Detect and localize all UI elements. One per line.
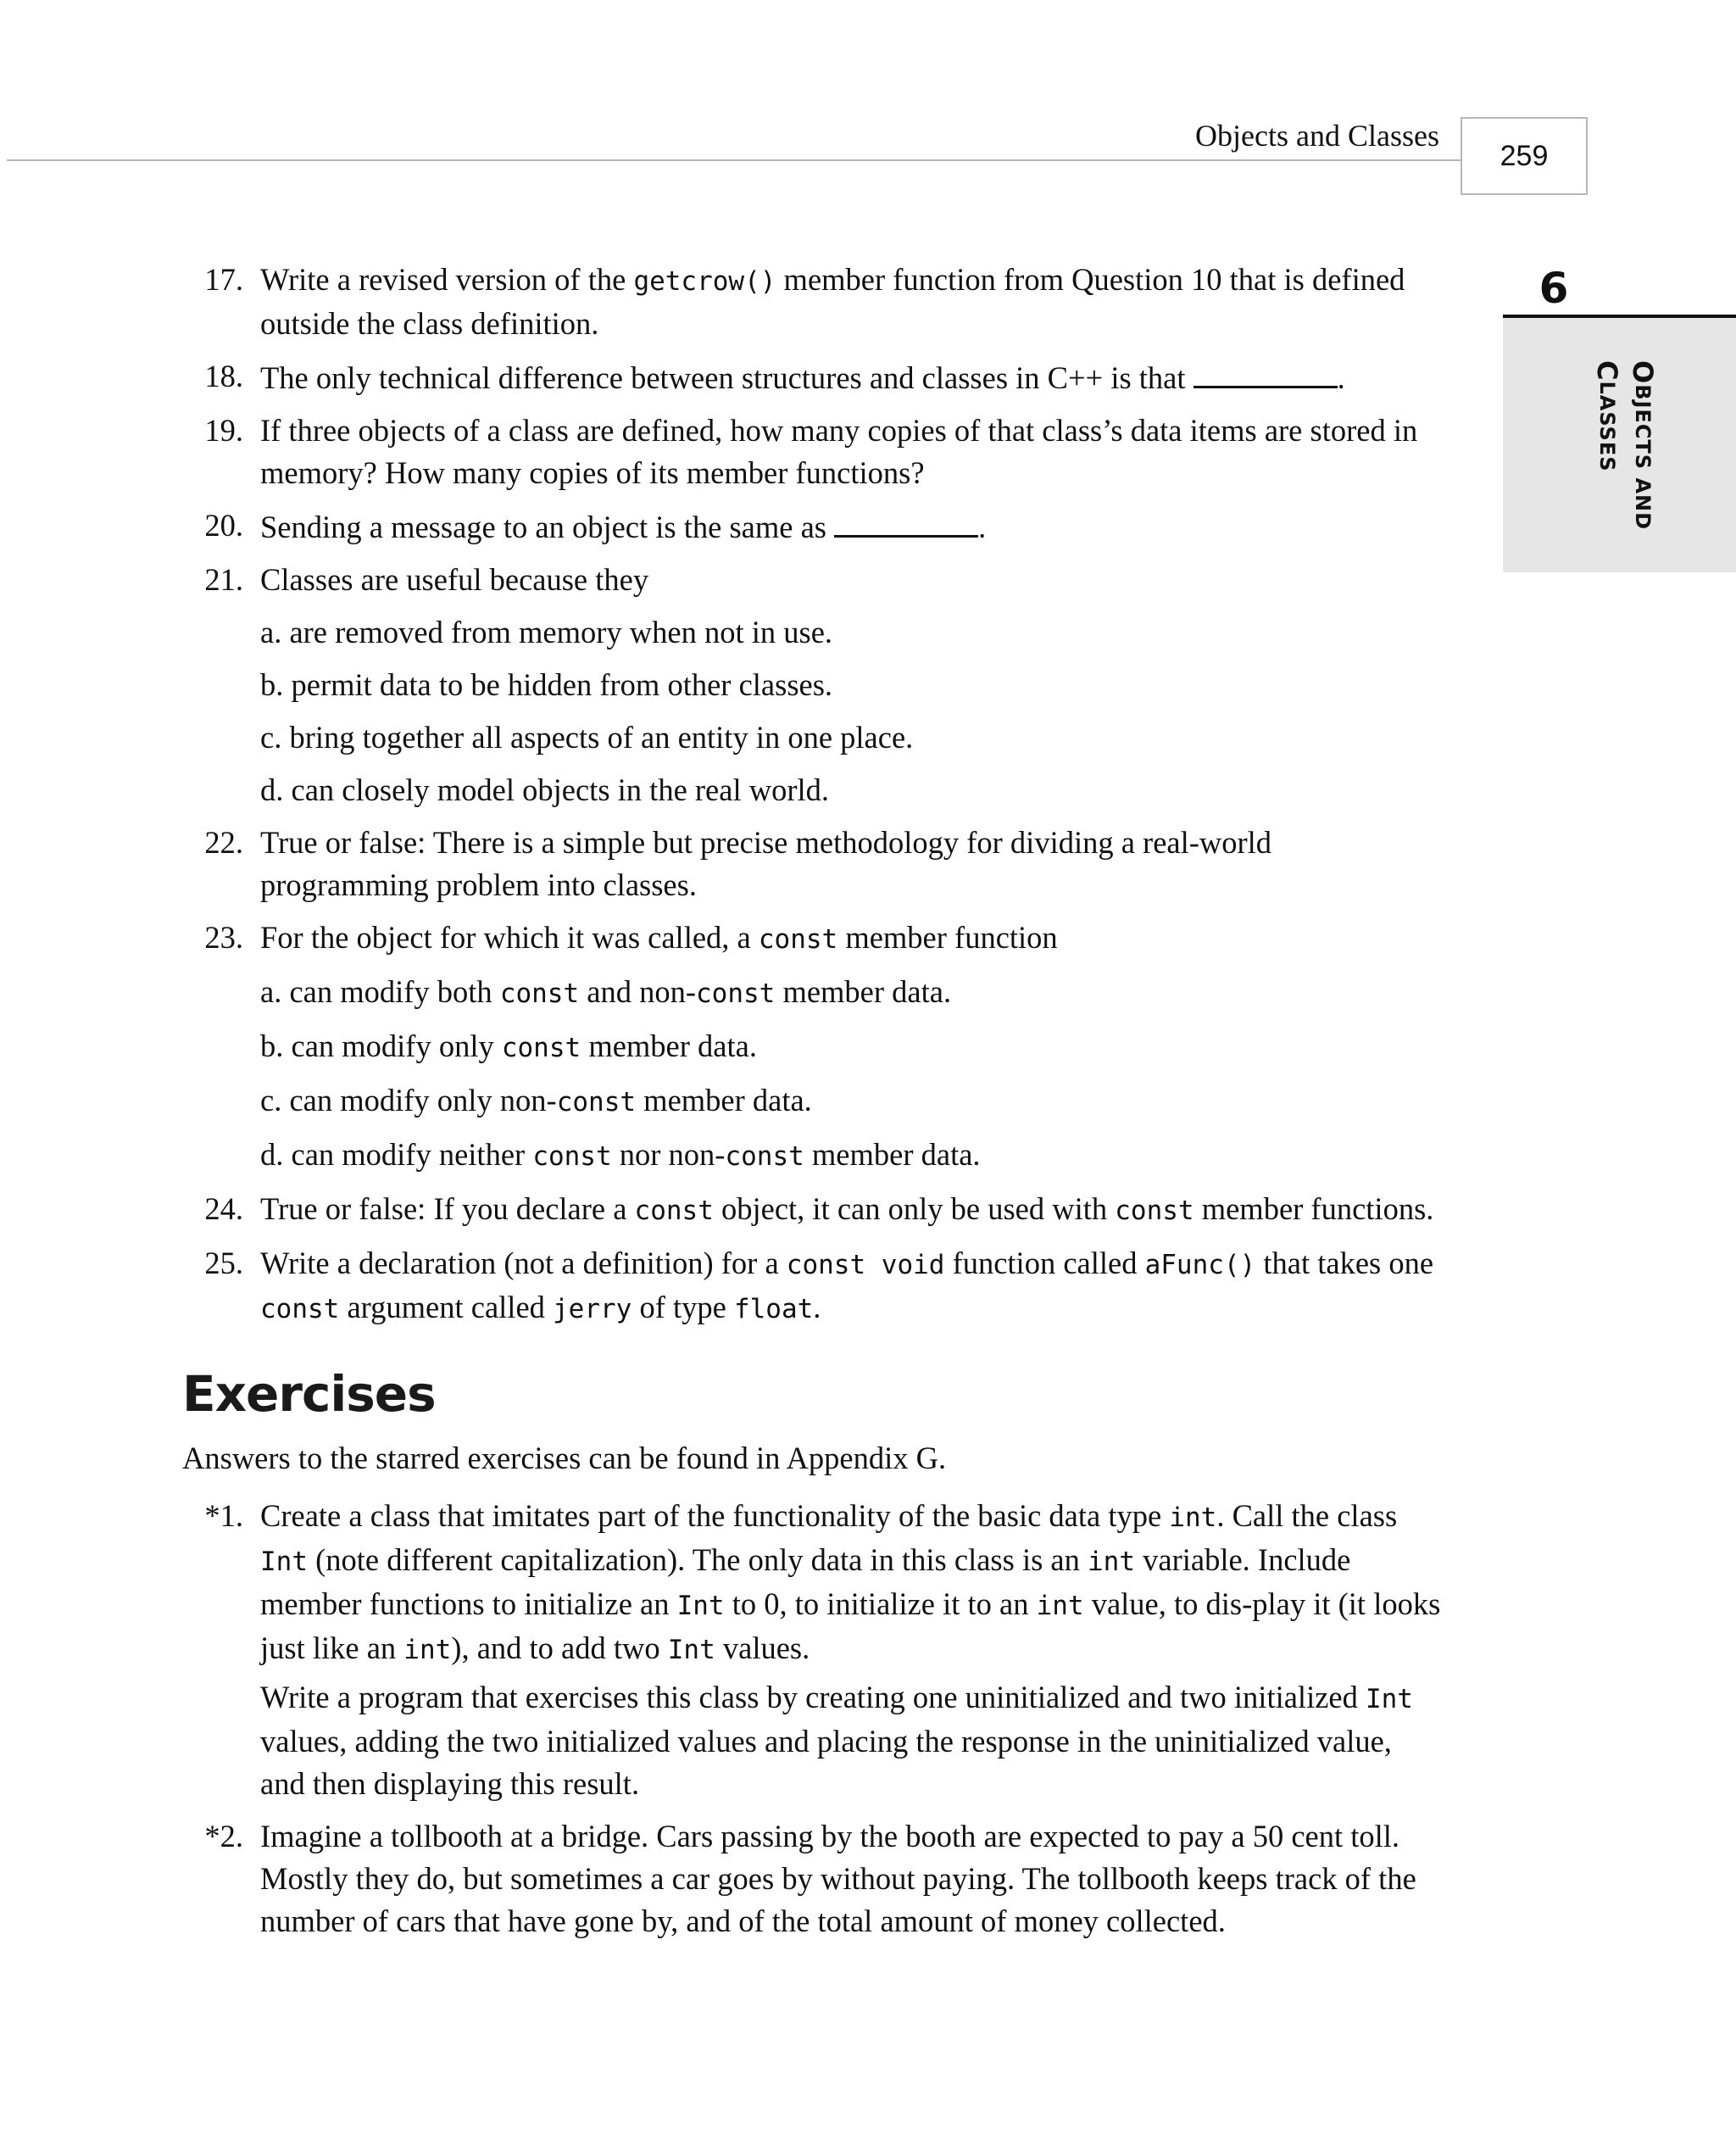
exercises-intro: Answers to the starred exercises can be found in Appendix G. bbox=[182, 1441, 947, 1475]
option-21a: a. are removed from memory when not in use. bbox=[260, 615, 833, 649]
answer-blank bbox=[834, 504, 978, 538]
question-23: 23. For the object for which it was called, a const member function bbox=[204, 920, 1058, 955]
option-23b: b. can modify only const member data. bbox=[260, 1028, 757, 1063]
chapter-tab-label: OBJECTS AND CLASSES bbox=[1591, 360, 1659, 531]
option-21d: d. can closely model objects in the real world. bbox=[260, 772, 829, 807]
header-rule bbox=[7, 159, 1461, 161]
exercise-1: *1. Create a class that imitates part of the functionality of the basic data type int. Call the class Int (note different capitalization). The only data in this class is an int variable. Include member functions to initialize an Int to 0, to initialize it to an int value, to dis-play it (it looks just like an int), and to add two Int values. Write a program that exercises this class by creating one uninitialized and two initialized Int values, adding the two initialized values and placing the response in the uninitialized value, and then displaying this result. bbox=[182, 1495, 1441, 1805]
option-23c: c. can modify only non-const member data. bbox=[260, 1083, 812, 1118]
question-19: 19. If three objects of a class are defined, how many copies of that class’s data items are stored in memory? How many copies of its member functions? bbox=[204, 413, 1418, 490]
option-23a: a. can modify both const and non-const member data. bbox=[260, 974, 952, 1009]
option-21b: b. permit data to be hidden from other classes. bbox=[260, 667, 833, 702]
page-number-box bbox=[1461, 117, 1588, 195]
question-24: 24. True or false: If you declare a const object, it can only be used with const member functions. bbox=[204, 1191, 1434, 1226]
page-number: 259 bbox=[1500, 139, 1549, 172]
running-head: Objects and Classes bbox=[1195, 119, 1439, 153]
exercises-heading: Exercises bbox=[182, 1365, 436, 1423]
answer-blank bbox=[1194, 355, 1338, 388]
question-22: 22. True or false: There is a simple but precise methodology for dividing a real-world programming problem into classes. bbox=[204, 825, 1272, 902]
question-20: 20. Sending a message to an object is the same as . bbox=[182, 504, 1441, 549]
page-content bbox=[182, 259, 1441, 1953]
exercise-2: *2. Imagine a tollbooth at a bridge. Cars passing by the booth are expected to pay a 50 cent toll. Mostly they do, but sometimes a car goes by without paying. The tollbooth keeps track of the number of cars that have gone by, and of the total amount of money collected. bbox=[204, 1819, 1416, 1938]
question-18: 18. The only technical difference between structures and classes in C++ is that . bbox=[182, 355, 1441, 399]
option-23d: d. can modify neither const nor non-const member data. bbox=[260, 1137, 981, 1172]
option-21c: c. bring together all aspects of an entity in one place. bbox=[260, 720, 914, 755]
question-21: 21. Classes are useful because they bbox=[204, 562, 649, 597]
question-17: 17. Write a revised version of the getcrow() member function from Question 10 that is defined outside the class definition. bbox=[204, 262, 1405, 341]
exercise-1-paragraph-2: Write a program that exercises this class by creating one uninitialized and two initialized Int values, adding the two initialized values and placing the response in the uninitialized value, and then displaying this result. bbox=[260, 1680, 1413, 1801]
question-25: 25. Write a declaration (not a definition) for a const void function called aFunc() that takes one const argument called jerry of type float. bbox=[204, 1246, 1434, 1324]
chapter-number: 6 bbox=[1538, 264, 1569, 313]
